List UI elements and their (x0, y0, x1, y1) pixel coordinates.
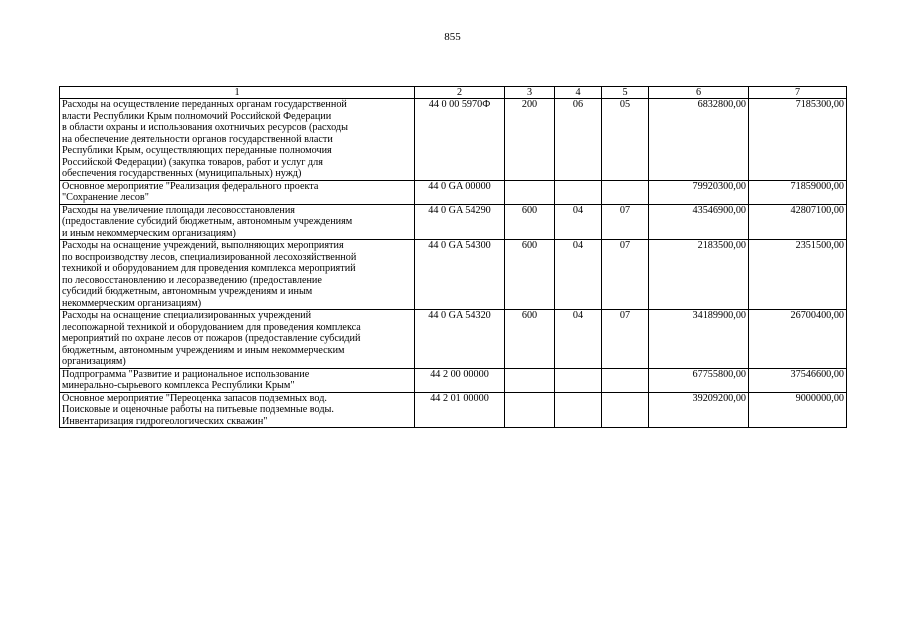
table-row (60, 368, 847, 392)
row-type-code: 600 (505, 240, 555, 310)
row-subsection-code (602, 368, 649, 392)
row-amount-col7: 9000000,00 (749, 392, 847, 428)
page-number: 855 (444, 31, 461, 43)
column-header-6: 6 (649, 87, 749, 99)
row-code: 44 0 GA 54290 (415, 204, 505, 240)
row-description: Расходы на увеличение площади лесовосстановления (предоставление субсидий бюджетным, автономным учреждениям и иным некоммерческим организациям) (60, 204, 415, 240)
column-header-4: 4 (555, 87, 602, 99)
row-section-code (555, 392, 602, 428)
row-amount-col6: 6832800,00 (649, 99, 749, 181)
row-amount-col6: 67755800,00 (649, 368, 749, 392)
row-amount-col7: 7185300,00 (749, 99, 847, 181)
row-section-code (555, 368, 602, 392)
row-subsection-code: 05 (602, 99, 649, 181)
header-row (60, 87, 847, 99)
column-header-3: 3 (505, 87, 555, 99)
row-subsection-code: 07 (602, 310, 649, 369)
row-code: 44 0 GA 00000 (415, 180, 505, 204)
column-header-1: 1 (60, 87, 415, 99)
row-section-code (555, 180, 602, 204)
table-row (60, 99, 847, 181)
row-description: Основное мероприятие "Реализация федерального проекта "Сохранение лесов" (60, 180, 415, 204)
row-section-code: 04 (555, 310, 602, 369)
row-type-code (505, 180, 555, 204)
row-amount-col7: 37546600,00 (749, 368, 847, 392)
column-header-2: 2 (415, 87, 505, 99)
row-amount-col7: 71859000,00 (749, 180, 847, 204)
row-description: Расходы на осуществление переданных органам государственной власти Республики Крым полномочий Российской Федерации в области охраны и использования охотничьих ресурсов (расходы на обеспечение деятельности органов государственной власти Республики Крым, осуществляющих переданные полномочия Российской Федерации) (закупка товаров, работ и услуг для обеспечения государственных (муниципальных) нужд) (60, 99, 415, 181)
row-amount-col7: 2351500,00 (749, 240, 847, 310)
row-code: 44 0 00 5970Ф (415, 99, 505, 181)
row-subsection-code: 07 (602, 204, 649, 240)
row-type-code: 200 (505, 99, 555, 181)
row-amount-col6: 34189900,00 (649, 310, 749, 369)
row-code: 44 2 01 00000 (415, 392, 505, 428)
row-amount-col6: 39209200,00 (649, 392, 749, 428)
row-code: 44 0 GA 54320 (415, 310, 505, 369)
table-row (60, 180, 847, 204)
table-row (60, 204, 847, 240)
row-amount-col6: 43546900,00 (649, 204, 749, 240)
row-description: Основное мероприятие "Переоценка запасов подземных вод. Поисковые и оценочные работы на питьевые подземные воды. Инвентаризация гидрогеологических скважин" (60, 392, 415, 428)
column-header-5: 5 (602, 87, 649, 99)
row-description: Расходы на оснащение учреждений, выполняющих мероприятия по воспроизводству лесов, специализированной лесохозяйственной техникой и оборудованием для проведения комплекса мероприятий по лесовосстановлению и лесоразведению (предоставление субсидий бюджетным, автономным учреждениям и иным некоммерческим организациям) (60, 240, 415, 310)
column-header-7: 7 (749, 87, 847, 99)
row-amount-col7: 42807100,00 (749, 204, 847, 240)
table-row (60, 310, 847, 369)
row-type-code: 600 (505, 310, 555, 369)
row-code: 44 0 GA 54300 (415, 240, 505, 310)
row-type-code (505, 392, 555, 428)
row-section-code: 06 (555, 99, 602, 181)
row-type-code (505, 368, 555, 392)
row-subsection-code (602, 180, 649, 204)
row-section-code: 04 (555, 240, 602, 310)
row-description: Подпрограмма "Развитие и рациональное использование минерально-сырьевого комплекса Республики Крым" (60, 368, 415, 392)
row-subsection-code: 07 (602, 240, 649, 310)
row-code: 44 2 00 00000 (415, 368, 505, 392)
table-row (60, 392, 847, 428)
table-row (60, 240, 847, 310)
row-type-code: 600 (505, 204, 555, 240)
row-subsection-code (602, 392, 649, 428)
budget-table (59, 86, 847, 428)
row-section-code: 04 (555, 204, 602, 240)
row-amount-col6: 2183500,00 (649, 240, 749, 310)
row-description: Расходы на оснащение специализированных учреждений лесопожарной техникой и оборудованием для проведения комплекса мероприятий по охране лесов от пожаров (предоставление субсидий бюджетным, автономным учреждениям и иным некоммерческим организациям) (60, 310, 415, 369)
row-amount-col6: 79920300,00 (649, 180, 749, 204)
row-amount-col7: 26700400,00 (749, 310, 847, 369)
